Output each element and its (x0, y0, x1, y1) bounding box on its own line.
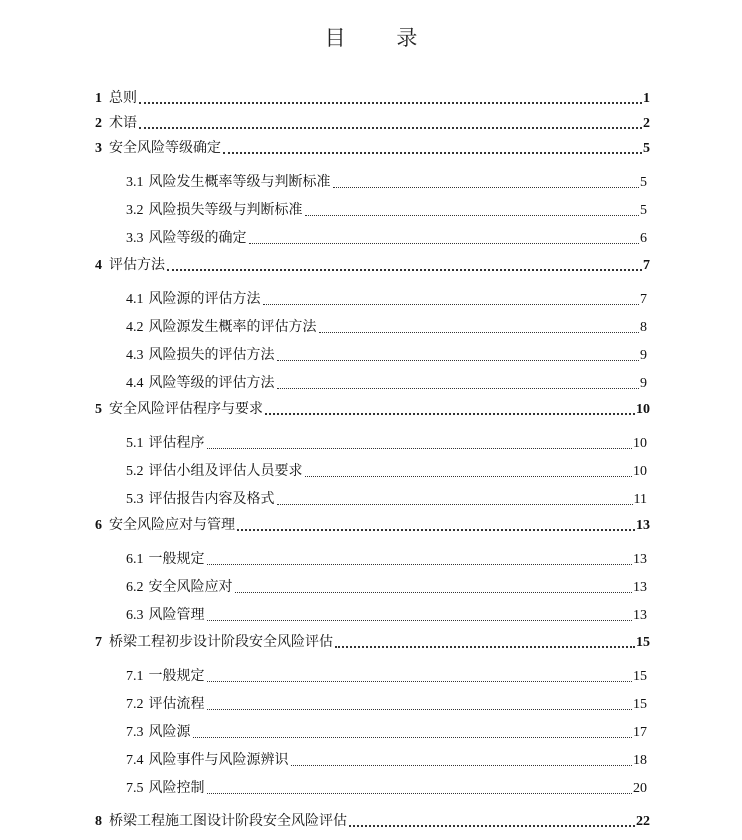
toc-entry-number: 4.1 (126, 292, 144, 307)
toc-chapter-entry[interactable] (95, 631, 650, 653)
toc-entry-label: 评估方法 (109, 257, 165, 273)
toc-entry-number: 1 (95, 91, 102, 106)
toc-page-number: 9 (640, 348, 647, 363)
toc-dot-leader (305, 214, 640, 216)
toc-page-number: 5 (643, 141, 650, 156)
toc-dot-leader (167, 268, 642, 271)
toc-entry-label: 风险源发生概率的评估方法 (148, 319, 317, 335)
toc-dot-leader (333, 186, 640, 188)
toc-page-number: 15 (636, 635, 650, 650)
toc-section-entry[interactable] (126, 749, 647, 771)
toc-entry-label: 风险事件与风险源辨识 (148, 752, 289, 768)
toc-entry-label: 安全风险应对与管理 (109, 517, 235, 533)
toc-entry-number: 6.3 (126, 608, 144, 623)
toc-entry-label: 桥梁工程初步设计阶段安全风险评估 (109, 634, 333, 650)
toc-entry-label: 评估小组及评估人员要求 (148, 463, 303, 479)
toc-entry-label: 总则 (109, 90, 137, 106)
toc-section-entry[interactable] (126, 777, 647, 799)
toc-chapter-entry[interactable] (95, 810, 650, 832)
toc-dot-leader (207, 447, 633, 449)
toc-dot-leader (237, 528, 635, 531)
toc-page-number: 15 (633, 697, 647, 712)
toc-page-number: 1 (643, 91, 650, 106)
toc-entry-label: 评估流程 (148, 696, 205, 712)
toc-entry-number: 4.3 (126, 348, 144, 363)
toc-page-number: 11 (633, 492, 647, 507)
toc-entry-number: 7.2 (126, 697, 144, 712)
toc-page-number: 10 (636, 402, 650, 417)
toc-entry-number: 5.3 (126, 492, 144, 507)
toc-chapter-entry[interactable] (95, 514, 650, 536)
toc-section-entry[interactable] (126, 227, 647, 249)
toc-entry-number: 7 (95, 635, 102, 650)
toc-section-entry[interactable] (126, 372, 647, 394)
toc-section-entry[interactable] (126, 344, 647, 366)
toc-section-entry[interactable] (126, 316, 647, 338)
toc-page-number: 10 (633, 436, 647, 451)
toc-entry-number: 7.5 (126, 781, 144, 796)
toc-entry-number: 7.3 (126, 725, 144, 740)
toc-entry-number: 2 (95, 116, 102, 131)
toc-page-number: 5 (640, 175, 647, 190)
toc-entry-number: 3 (95, 141, 102, 156)
toc-entry-number: 7.4 (126, 753, 144, 768)
toc-entry-label: 一般规定 (148, 551, 205, 567)
toc-dot-leader (207, 680, 633, 682)
toc-dot-leader (193, 736, 633, 738)
toc-entry-number: 4 (95, 258, 102, 273)
toc-entry-label: 一般规定 (148, 668, 205, 684)
toc-dot-leader (291, 764, 633, 766)
toc-page-number: 22 (636, 814, 650, 829)
toc-entry-label: 风险源 (148, 724, 191, 740)
toc-entry-label: 评估程序 (148, 435, 205, 451)
toc-page-number: 6 (640, 231, 647, 246)
toc-dot-leader (139, 126, 642, 129)
toc-dot-leader (305, 475, 633, 477)
toc-section-entry[interactable] (126, 576, 647, 598)
toc-dot-leader (265, 412, 635, 415)
toc-entry-label: 风险等级的评估方法 (148, 375, 275, 391)
toc-entry-number: 6.2 (126, 580, 144, 595)
toc-chapter-entry[interactable] (95, 87, 650, 109)
toc-entry-label: 风险损失的评估方法 (148, 347, 275, 363)
toc-entry-label: 风险发生概率等级与判断标准 (148, 174, 331, 190)
toc-page-number: 17 (633, 725, 647, 740)
toc-dot-leader (335, 645, 635, 648)
toc-entry-number: 3.3 (126, 231, 144, 246)
toc-section-entry[interactable] (126, 693, 647, 715)
toc-page-number: 7 (643, 258, 650, 273)
toc-entry-label: 安全风险等级确定 (109, 140, 221, 156)
toc-page-number: 13 (633, 580, 647, 595)
toc-chapter-entry[interactable] (95, 112, 650, 134)
toc-dot-leader (263, 303, 640, 305)
toc-page-number: 13 (633, 608, 647, 623)
toc-page-number: 5 (640, 203, 647, 218)
toc-entry-number: 7.1 (126, 669, 144, 684)
toc-dot-leader (319, 331, 640, 333)
toc-dot-leader (277, 359, 640, 361)
toc-dot-leader (139, 101, 642, 104)
toc-dot-leader (223, 151, 642, 154)
toc-chapter-entry[interactable] (95, 137, 650, 159)
toc-page-number: 20 (633, 781, 647, 796)
toc-dot-leader (249, 242, 640, 244)
toc-dot-leader (207, 619, 633, 621)
toc-page-number: 18 (633, 753, 647, 768)
toc-entry-number: 5.2 (126, 464, 144, 479)
toc-page-number: 2 (643, 116, 650, 131)
toc-entry-number: 6.1 (126, 552, 144, 567)
toc-entry-number: 4.4 (126, 376, 144, 391)
toc-dot-leader (207, 708, 633, 710)
toc-section-entry[interactable] (126, 432, 647, 454)
toc-chapter-entry[interactable] (95, 398, 650, 420)
toc-entry-number: 3.1 (126, 175, 144, 190)
page-title: 目 录 (324, 26, 440, 50)
toc-page-number: 10 (633, 464, 647, 479)
toc-section-entry[interactable] (126, 171, 647, 193)
toc-entry-label: 风险管理 (148, 607, 205, 623)
toc-page-number: 15 (633, 669, 647, 684)
toc-section-entry[interactable] (126, 288, 647, 310)
toc-entry-number: 5 (95, 402, 102, 417)
toc-dot-leader (235, 591, 633, 593)
toc-dot-leader (207, 792, 633, 794)
toc-entry-label: 评估报告内容及格式 (148, 491, 275, 507)
toc-section-entry[interactable] (126, 199, 647, 221)
toc-entry-number: 4.2 (126, 320, 144, 335)
toc-section-entry[interactable] (126, 548, 647, 570)
toc-entry-label: 风险控制 (148, 780, 205, 796)
toc-page-number: 8 (640, 320, 647, 335)
toc-dot-leader (349, 824, 635, 827)
toc-dot-leader (207, 563, 633, 565)
toc-entry-label: 风险损失等级与判断标准 (148, 202, 303, 218)
toc-entry-label: 术语 (109, 115, 137, 131)
toc-page-number: 13 (636, 518, 650, 533)
toc-entry-label: 安全风险应对 (148, 579, 233, 595)
toc-section-entry[interactable] (126, 665, 647, 687)
toc-section-entry[interactable] (126, 488, 647, 510)
toc-page-number: 7 (640, 292, 647, 307)
toc-entry-number: 6 (95, 518, 102, 533)
toc-entry-label: 安全风险评估程序与要求 (109, 401, 263, 417)
toc-entry-number: 5.1 (126, 436, 144, 451)
toc-section-entry[interactable] (126, 604, 647, 626)
toc-section-entry[interactable] (126, 460, 647, 482)
toc-entry-number: 3.2 (126, 203, 144, 218)
toc-page-number: 9 (640, 376, 647, 391)
toc-page-number: 13 (633, 552, 647, 567)
toc-entry-label: 桥梁工程施工图设计阶段安全风险评估 (109, 813, 347, 829)
toc-section-entry[interactable] (126, 721, 647, 743)
toc-dot-leader (277, 503, 633, 505)
toc-entry-label: 风险等级的确定 (148, 230, 247, 246)
toc-chapter-entry[interactable] (95, 254, 650, 276)
toc-entry-number: 8 (95, 814, 102, 829)
toc-entry-label: 风险源的评估方法 (148, 291, 261, 307)
toc-dot-leader (277, 387, 640, 389)
